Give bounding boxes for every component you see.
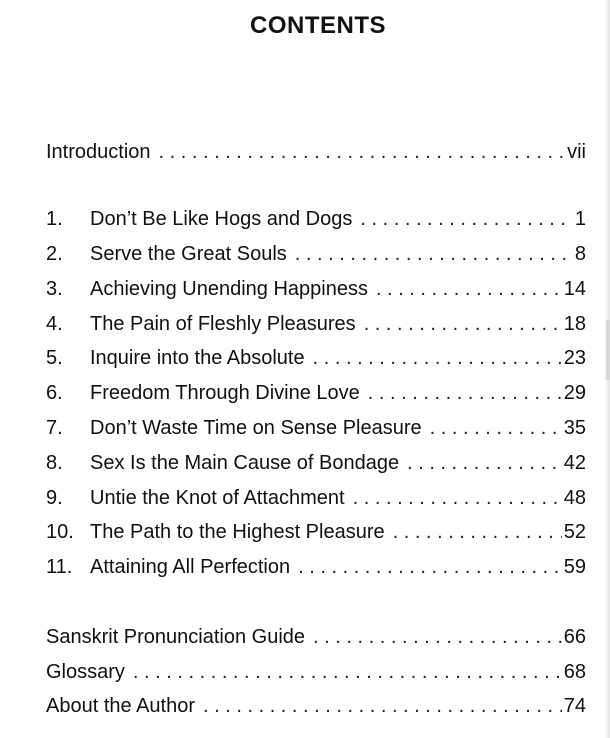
toc-entry-chapter-1[interactable] xyxy=(46,205,586,233)
toc-leader-dots xyxy=(313,623,562,651)
toc-entry-pronunciation-guide[interactable] xyxy=(46,623,586,651)
toc-entry-about-author[interactable] xyxy=(46,692,586,720)
chapter-number: 8. xyxy=(46,452,63,474)
toc-entry-label: Freedom Through Divine Love xyxy=(90,382,360,404)
toc-page-number: 66 xyxy=(563,626,586,648)
toc-leader-dots xyxy=(360,205,573,233)
toc-page-number: 74 xyxy=(563,695,586,717)
toc-leader-dots xyxy=(364,310,562,338)
toc-entry-label: About the Author xyxy=(46,695,196,717)
toc-entry-label: The Path to the Highest Pleasure xyxy=(90,521,385,543)
toc-entry-label: Achieving Unending Happiness xyxy=(90,278,368,300)
toc-page-number: 48 xyxy=(563,487,586,509)
toc-leader-dots xyxy=(159,138,566,166)
chapter-number: 7. xyxy=(46,417,63,439)
toc-entry-chapter-8[interactable] xyxy=(46,449,586,477)
toc-page-number: 8 xyxy=(574,243,586,265)
chapter-number: 6. xyxy=(46,382,63,404)
toc-leader-dots xyxy=(376,275,562,303)
toc-leader-dots xyxy=(368,379,562,407)
toc-page-number: 35 xyxy=(563,417,586,439)
chapter-number: 11. xyxy=(46,556,73,578)
toc-page-number: 18 xyxy=(563,313,586,335)
toc-entry-chapter-11[interactable] xyxy=(46,553,586,581)
chapter-number: 9. xyxy=(46,487,63,509)
toc-entry-label: Don’t Be Like Hogs and Dogs xyxy=(90,208,353,230)
toc-entry-label: Attaining All Perfection xyxy=(90,556,291,578)
toc-page-number: 29 xyxy=(563,382,586,404)
toc-entry-chapter-9[interactable] xyxy=(46,484,586,512)
toc-entry-label: Serve the Great Souls xyxy=(90,243,287,265)
toc-leader-dots xyxy=(133,658,562,686)
toc-page-number: 14 xyxy=(563,278,586,300)
toc-entry-label: Sex Is the Main Cause of Bondage xyxy=(90,452,400,474)
chapter-number: 3. xyxy=(46,278,63,300)
toc-page-number: vii xyxy=(567,141,586,163)
toc-entry-chapter-5[interactable] xyxy=(46,344,586,372)
toc-leader-dots xyxy=(203,692,562,720)
toc-leader-dots xyxy=(430,414,562,442)
page-edge-mark xyxy=(606,320,610,380)
chapter-number: 1. xyxy=(46,208,63,230)
toc-entry-label: Introduction xyxy=(46,141,151,163)
toc-entry-label: Sanskrit Pronunciation Guide xyxy=(46,626,306,648)
page-title: CONTENTS xyxy=(250,12,386,39)
toc-entry-label: Glossary xyxy=(46,661,125,683)
toc-page-number: 23 xyxy=(563,347,586,369)
toc-page-number: 52 xyxy=(563,521,586,543)
chapter-number: 2. xyxy=(46,243,63,265)
toc-entry-chapter-10[interactable] xyxy=(46,518,586,546)
toc-entry-chapter-7[interactable] xyxy=(46,414,586,442)
chapter-number: 5. xyxy=(46,347,63,369)
toc-entry-chapter-2[interactable] xyxy=(46,240,586,268)
toc-entry-label: Untie the Knot of Attachment xyxy=(90,487,345,509)
toc-entry-label: Don’t Waste Time on Sense Pleasure xyxy=(90,417,422,439)
toc-entry-chapter-3[interactable] xyxy=(46,275,586,303)
toc-page-number: 68 xyxy=(563,661,586,683)
toc-entry-label: Inquire into the Absolute xyxy=(90,347,305,369)
toc-entry-chapter-6[interactable] xyxy=(46,379,586,407)
toc-page-number: 1 xyxy=(574,208,586,230)
toc-leader-dots xyxy=(313,344,562,372)
toc-entry-glossary[interactable] xyxy=(46,658,586,686)
toc-leader-dots xyxy=(393,518,562,546)
chapter-number: 4. xyxy=(46,313,63,335)
toc-leader-dots xyxy=(353,484,562,512)
chapter-number: 10. xyxy=(46,521,74,543)
toc-leader-dots xyxy=(295,240,573,268)
toc-leader-dots xyxy=(298,553,562,581)
toc-entry-introduction[interactable] xyxy=(46,138,586,166)
toc-entry-chapter-4[interactable] xyxy=(46,310,586,338)
toc-entry-label: The Pain of Fleshly Pleasures xyxy=(90,313,356,335)
toc-page-number: 59 xyxy=(563,556,586,578)
toc-page-number: 42 xyxy=(563,452,586,474)
toc-leader-dots xyxy=(407,449,562,477)
